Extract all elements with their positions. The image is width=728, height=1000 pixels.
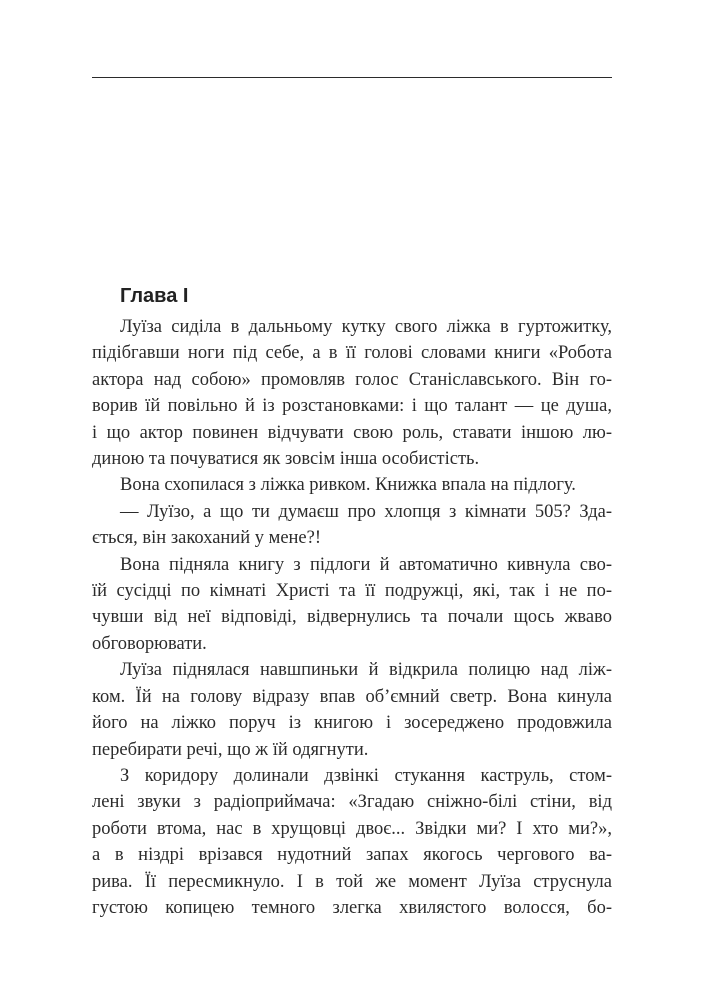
text-line: і що актор повинен відчувати свою роль, ставати іншою лю- [92,422,612,443]
paragraph [92,763,612,921]
paragraph [92,472,612,498]
text-line: чувши від неї відповіді, відвернулись та почали щось жваво [92,607,612,628]
text-line: Вона підняла книгу з підлоги й автоматично кивнула сво- [120,554,612,575]
text-line: їй сусідці по кімнаті Христі та її подружці, які, так і не по- [92,581,612,602]
text-line: диною та почуватися як зовсім інша особистість. [92,449,480,470]
paragraph [92,657,612,763]
text-line: підібгавши ноги під себе, а в її голові словами книги «Робота [92,343,612,364]
text-line: З коридору долинали дзвінкі стукання каструль, стом- [120,765,612,786]
paragraph [92,499,612,552]
text-line: обговорювати. [92,633,207,654]
text-line: його на ліжко поруч із книгою і зосереджено продовжила [92,713,612,734]
paragraph [92,314,612,472]
header-rule [92,77,612,78]
text-line: густою копицею темного злегка хвилястого волосся, бо- [92,897,612,918]
text-line: ворив їй повільно й із розстановками: і що талант — це душа, [92,396,612,417]
text-line: перебирати речі, що ж їй одягнути. [92,739,369,760]
text-line: ком. Їй на голову відразу впав об’ємний светр. Вона кинула [92,686,612,707]
text-line: ється, він закоханий у мене?! [92,528,322,549]
text-line: Луїза піднялася навшпиньки й відкрила полицю над ліж- [120,660,612,681]
body-text [92,314,612,921]
paragraph [92,552,612,658]
text-line: лені звуки з радіоприймача: «Згадаю сніжно-білі стіни, від [92,792,612,813]
text-line: Вона схопилася з ліжка ривком. Книжка впала на підлогу. [120,475,576,496]
text-line: актора над собою» промовляв голос Станіславського. Він го- [92,369,612,390]
text-line: Луїза сиділа в дальньому кутку свого ліжка в гуртожитку, [120,317,612,337]
text-line: а в ніздрі врізався нудотний запах якогось чергового ва- [92,845,612,866]
text-line: рива. Її пересмикнуло. І в той же момент Луїза струснула [92,871,612,892]
text-line: — Луїзо, а що ти думаєш про хлопця з кімнати 505? Зда- [120,501,612,522]
chapter-title: Глава І [120,285,189,307]
text-line: роботи втома, нас в хрущовці двоє... Звідки ми? І хто ми?», [92,818,612,839]
